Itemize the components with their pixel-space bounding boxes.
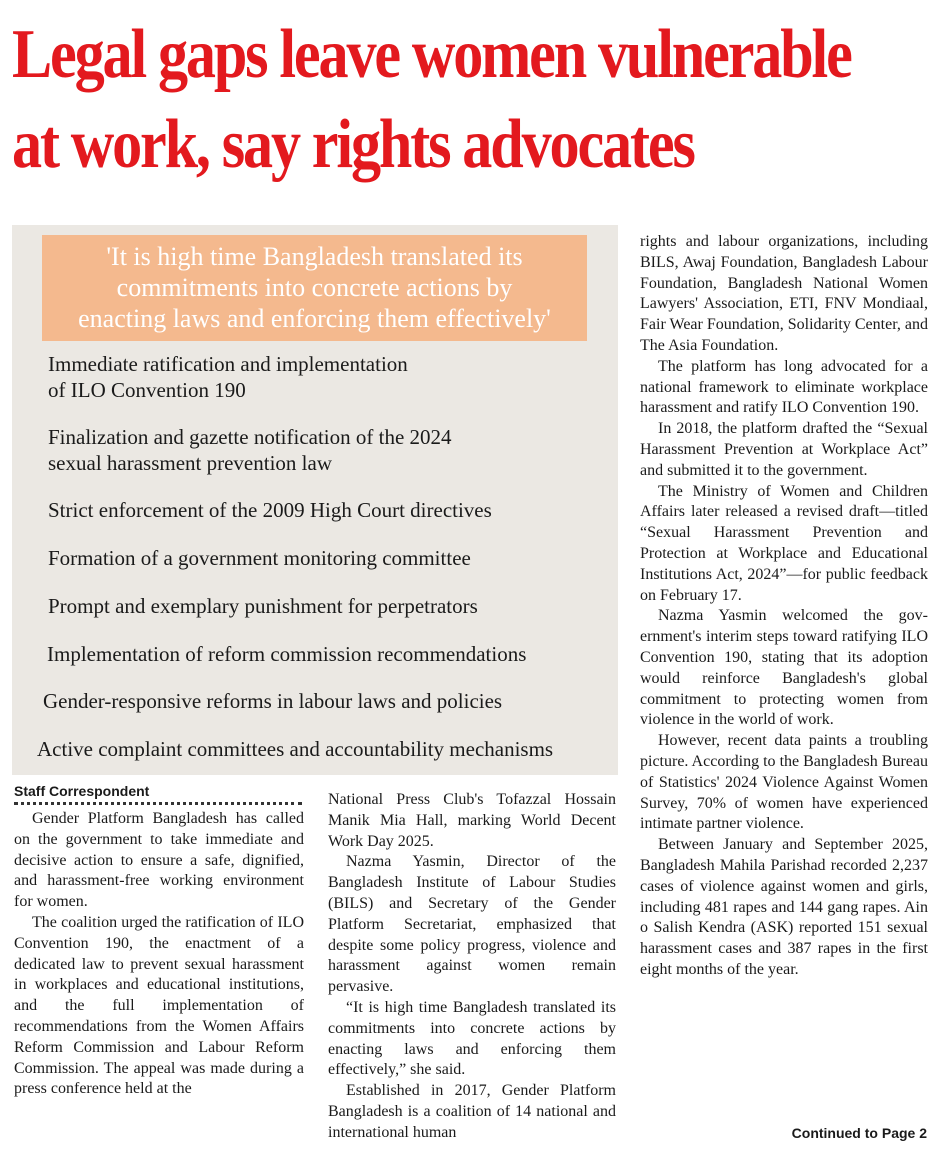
demand-item: Prompt and exemplary punishment for perpetrators bbox=[48, 594, 478, 618]
headline-line-1: Legal gaps leave women vulnerable bbox=[12, 16, 851, 93]
headline-line-2: at work, say rights advocates bbox=[12, 106, 694, 183]
demand-item: Formation of a government monitoring committee bbox=[48, 546, 471, 570]
pullquote-line-3: enacting laws and enforcing them effectively' bbox=[78, 304, 551, 333]
pullquote-line-2: commitments into concrete actions by bbox=[116, 273, 513, 302]
article-column-3 bbox=[640, 232, 928, 981]
paragraph: The platform has long advocated for a national framework to eliminate workplace harassment and ratify ILO Convention 190. bbox=[640, 357, 928, 417]
paragraph: National Press Club's Tofazzal Hossain Manik Mia Hall, marking World Decent Work Day 2025. bbox=[328, 791, 616, 850]
paragraph: In 2018, the platform drafted the “Sexual Harassment Prevention at Workplace Act” and submitted it to the government. bbox=[640, 420, 928, 479]
pullquote-line-1: 'It is high time Bangladesh translated its bbox=[106, 242, 523, 271]
demand-item: Implementation of reform commission recommendations bbox=[47, 642, 527, 666]
paragraph: The Ministry of Women and Children Affairs later released a revised draft—titled “Sexual Harassment Prevention and Protection at Workplace and Educational Institutions Act, 2024”—for public feedback on February 17. bbox=[640, 482, 928, 604]
article-column-2 bbox=[328, 790, 616, 1144]
article-column-1 bbox=[14, 782, 304, 1100]
paragraph: Between January and September 2025, Bangladesh Mahila Parishad recorded 2,237 cases of violence against women and girls, including 481 rapes and 144 gang rapes. Ain o Salish Kendra (ASK) reported 151 sexual harassment cases and 387 rapes in the first eight months of the year. bbox=[640, 836, 928, 978]
paragraph: The coalition urged the ratification of ILO Convention 190, the enactment of a dedicated law to prevent sexual harassment in workplaces and educational institutions, and the full implementation of recommendations from the Women Affairs Reform Commission and Labour Reform Commission. The appeal was made during a press conference held at the bbox=[14, 913, 304, 1098]
demand-item: of ILO Convention 190 bbox=[48, 378, 246, 402]
demand-item: Immediate ratification and implementation bbox=[48, 352, 408, 376]
demand-item: Finalization and gazette notification of the 2024 bbox=[48, 425, 452, 449]
demand-item: Gender-responsive reforms in labour laws and policies bbox=[43, 689, 503, 713]
paragraph: Established in 2017, Gender Platform Bangladesh is a coalition of 14 national and international human bbox=[328, 1082, 616, 1141]
demand-item: Active complaint committees and accountability mechanisms bbox=[37, 737, 554, 761]
byline: Staff Correspondent bbox=[14, 783, 150, 799]
paragraph: Gender Platform Bangladesh has called on the government to take immediate and decisive action to ensure a safe, dignified, and harassment-free working environment for women. bbox=[14, 810, 304, 911]
paragraph: Nazma Yasmin, Director of the Bangladesh Institute of Labour Studies (BILS) and Secretary of the Gender Platform Secretariat, emphasized that despite some policy progress, violence and harassment against women remain pervasive. bbox=[328, 853, 616, 996]
demand-item: Strict enforcement of the 2009 High Court directives bbox=[48, 498, 492, 522]
headline bbox=[12, 10, 851, 190]
paragraph: Nazma Yasmin welcomed the government's interim steps toward ratifying ILO Convention 190, stating that its adoption would reinforce Bangladesh's global commitment to protecting women from violence in the world of work. bbox=[640, 607, 928, 729]
demand-item: sexual harassment prevention law bbox=[48, 451, 332, 475]
demands-box bbox=[12, 225, 618, 775]
continued-note[interactable]: Continued to Page 2 bbox=[791, 1125, 927, 1141]
paragraph: rights and labour organizations, including BILS, Awaj Foundation, Bangladesh Labour Foundation, Bangladesh National Women Lawyers' Association, ETI, FNV Mondiaal, Fair Wear Foundation, Solidarity Center, and The Asia Foundation. bbox=[640, 233, 928, 354]
demands-list bbox=[12, 225, 618, 775]
paragraph: However, recent data paints a troubling picture. According to the Bangladesh Bureau of Statistics' 2024 Violence Against Women Survey, 70% of women have experienced intimate partner violence. bbox=[640, 732, 928, 833]
paragraph: “It is high time Bangladesh translated its commitments into concrete actions by enacting laws and enforcing them effectively,” she said. bbox=[328, 998, 616, 1079]
byline-divider bbox=[14, 802, 302, 805]
